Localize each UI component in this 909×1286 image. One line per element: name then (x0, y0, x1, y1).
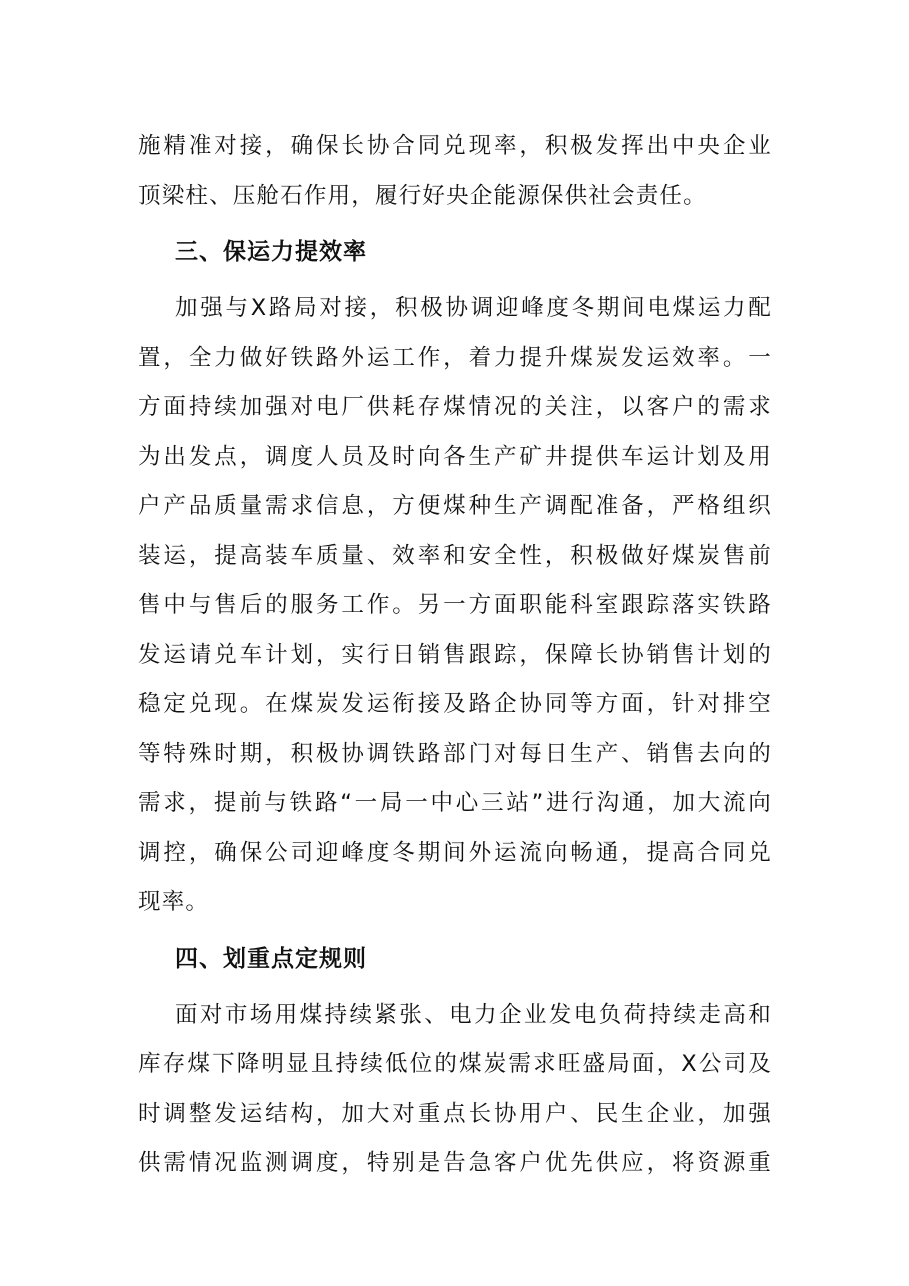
document-body (138, 122, 772, 1189)
text-line: 等特殊时期，积极协调铁路部门对每日生产、销售去向的 (138, 740, 772, 767)
text-line: 稳定兑现。在煤炭发运衔接及路企协同等方面，针对排空 (138, 691, 772, 717)
text-line: 面对市场用煤持续紧张、电力企业发电负荷持续走高和 (175, 1001, 772, 1028)
paragraph-section-4 (138, 991, 772, 1189)
text-line: 顶梁柱、压舱石作用，履行好央企能源保供社会责任。 (138, 182, 707, 209)
text-line: 为出发点，调度人员及时向各生产矿井提供车运计划及用 (138, 443, 772, 470)
text-line: 调控，确保公司迎峰度冬期间外运流向畅通，提高合同兑 (138, 839, 772, 866)
text-line: 装运，提高装车质量、效率和安全性，积极做好煤炭售前 (138, 542, 772, 569)
text-line: 供需情况监测调度，特别是告急客户优先供应，将资源重 (138, 1150, 772, 1176)
text-line: 施精准对接，确保长协合同兑现率，积极发挥出中央企业 (138, 133, 772, 159)
text-line: 需求，提前与铁路“一局一中心三站”进行沟通，加大流向 (138, 790, 772, 816)
text-line: 发运请兑车计划，实行日销售跟踪，保障长协销售计划的 (138, 641, 772, 668)
paragraph-continued (138, 122, 772, 221)
text-line: 户产品质量需求信息，方便煤种生产调配准备，严格组织 (138, 493, 772, 519)
text-line: 库存煤下降明显且持续低位的煤炭需求旺盛局面，X公司及 (138, 1051, 772, 1077)
text-line: 时调整发运结构，加大对重点长协用户、民生企业，加强 (138, 1100, 772, 1127)
text-line: 现率。 (138, 889, 210, 915)
section-heading-3: 三、保运力提效率 (175, 239, 367, 265)
text-line: 置，全力做好铁路外运工作，着力提升煤炭发运效率。一 (138, 344, 772, 371)
text-line: 加强与X路局对接，积极协调迎峰度冬期间电煤运力配 (175, 295, 772, 321)
section-heading-4: 四、划重点定规则 (175, 945, 367, 972)
text-line: 方面持续加强对电厂供耗存煤情况的关注，以客户的需求 (138, 394, 772, 420)
text-line: 售中与售后的服务工作。另一方面职能科室跟踪落实铁路 (138, 592, 772, 618)
paragraph-section-3 (138, 284, 772, 928)
